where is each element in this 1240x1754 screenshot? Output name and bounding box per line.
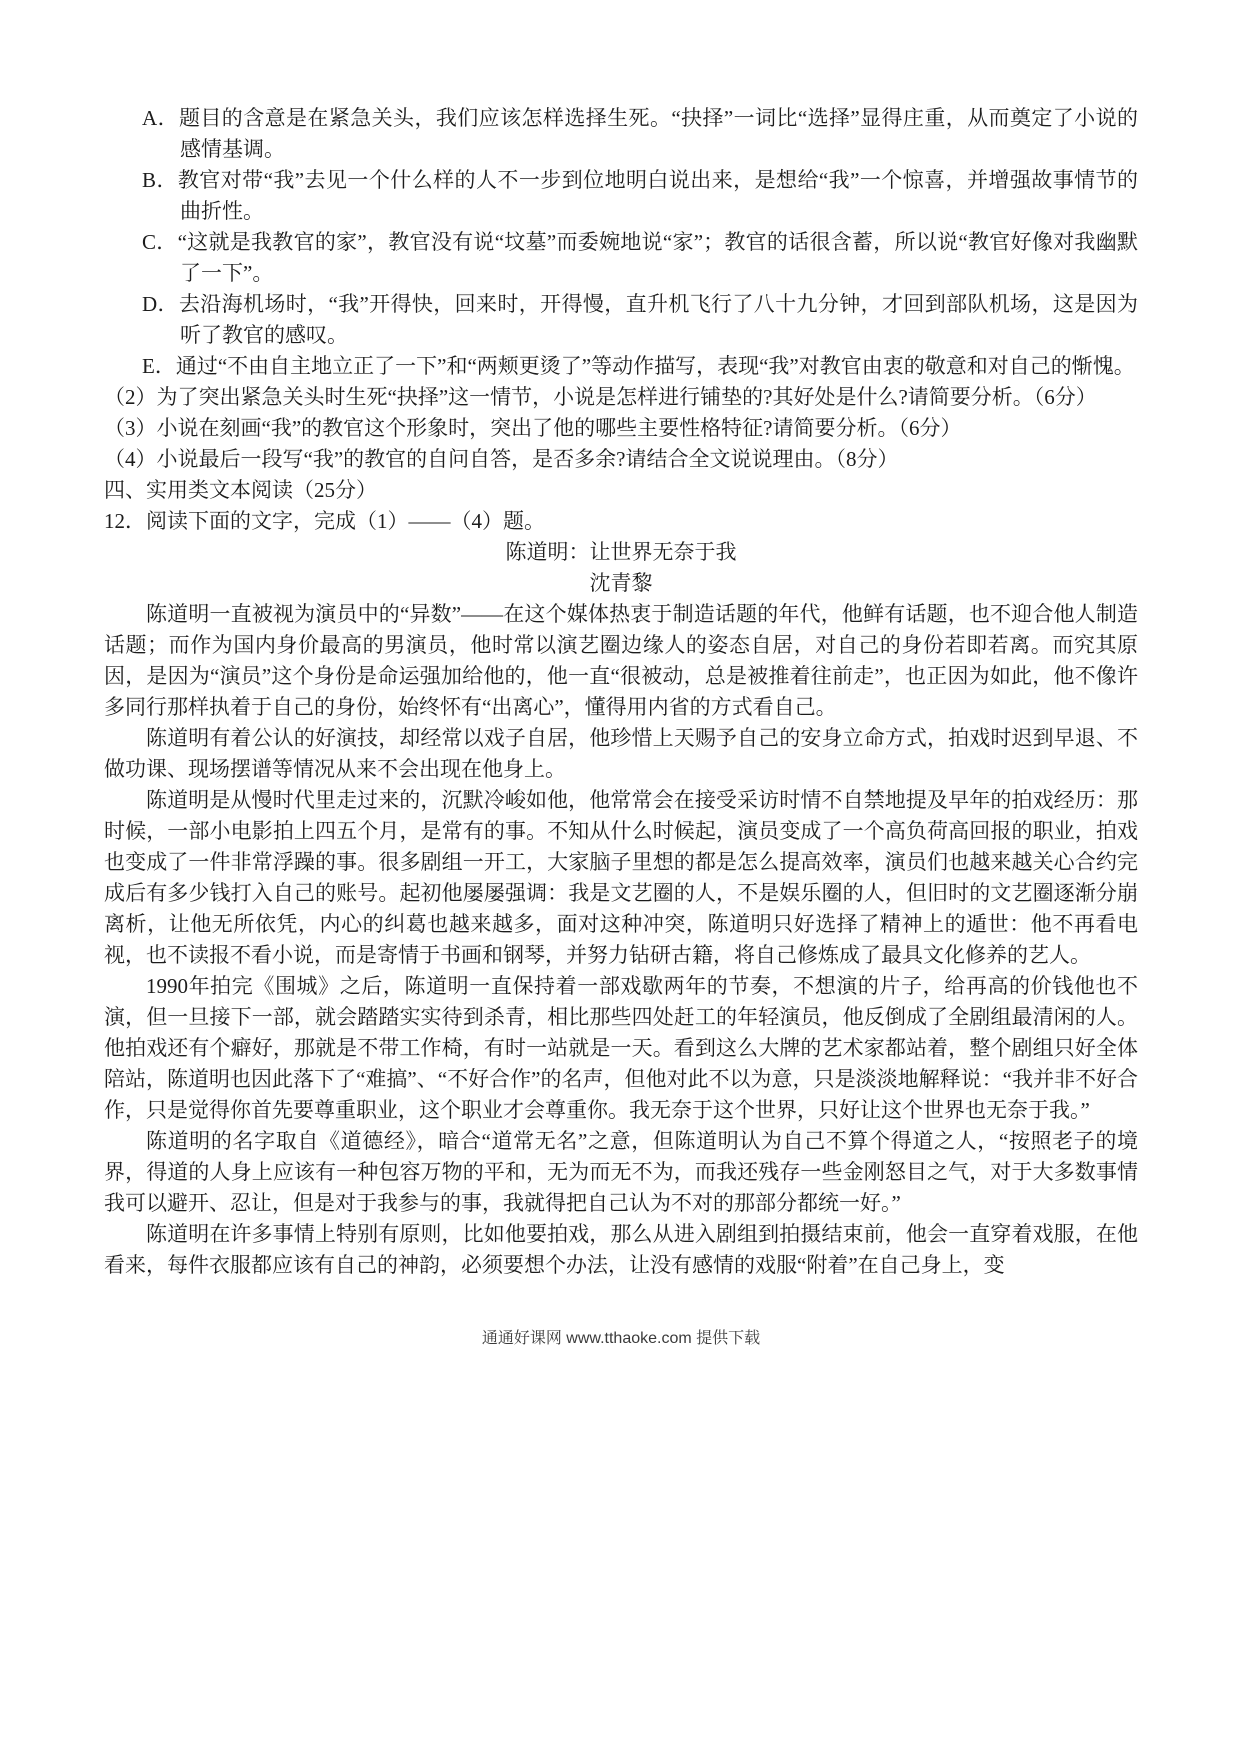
article-paragraph-1: 陈道明一直被视为演员中的“异数”——在这个媒体热衷于制造话题的年代，他鲜有话题，也不迎合他人制造话题；而作为国内身价最高的男演员，他时常以演艺圈边缘人的姿态自居，对自己的身份若即若离。而究其原因，是因为“演员”这个身份是命运强加给他的，他一直“很被动，总是被推着往前走”，也正因为如此，他不像许多同行那样执着于自己的身份，始终怀有“出离心”，懂得用内省的方式看自己。 (104, 602, 1138, 719)
article-paragraph-5: 陈道明的名字取自《道德经》，暗合“道常无名”之意，但陈道明认为自己不算个得道之人，“按照老子的境界，得道的人身上应该有一种包容万物的平和，无为而无不为，而我还残存一些金刚怒目之气，对于大多数事情我可以避开、忍让，但是对于我参与的事，我就得把自己认为不对的那部分都统一好。” (104, 1129, 1138, 1215)
option-c-text: “这就是我教官的家”，教官没有说“坟墓”而委婉地说“家”；教官的话很含蓄，所以说“教官好像对我幽默了一下”。 (177, 230, 1138, 285)
option-c-label: C． (142, 230, 178, 254)
exam-content (104, 103, 1138, 1281)
article-author: 沈青黎 (589, 571, 653, 595)
option-e-label: E． (142, 354, 176, 378)
choice-option-a (104, 103, 1138, 165)
option-a-text: 题目的含意是在紧急关头，我们应该怎样选择生死。“抉择”一词比“选择”显得庄重，从而奠定了小说的感情基调。 (178, 106, 1138, 161)
page-footer-watermark: 通通好课网 www.tthaoke.com 提供下载 (481, 1330, 761, 1347)
option-b-text: 教官对带“我”去见一个什么样的人不一步到位地明白说出来，是想给“我”一个惊喜，并增强故事情节的曲折性。 (177, 168, 1138, 223)
option-d-text: 去沿海机场时，“我”开得快，回来时，开得慢，直升机飞行了八十九分钟，才回到部队机场，这是因为听了教官的感叹。 (178, 292, 1138, 347)
choice-option-c (104, 227, 1138, 289)
option-b-label: B． (142, 168, 178, 192)
section-heading-practical-reading: 四、实用类文本阅读（25分） (104, 478, 377, 502)
article-paragraph-6: 陈道明在许多事情上特别有原则，比如他要拍戏，那么从进入剧组到拍摄结束前，他会一直穿着戏服，在他看来，每件衣服都应该有自己的神韵，必须要想个办法，让没有感情的戏服“附着”在自己身上，变 (104, 1222, 1138, 1277)
article-paragraph-4: 1990年拍完《围城》之后，陈道明一直保持着一部戏歇两年的节奏，不想演的片子，给再高的价钱他也不演，但一旦接下一部，就会踏踏实实待到杀青，相比那些四处赶工的年轻演员，他反倒成了全剧组最清闲的人。他拍戏还有个癖好，那就是不带工作椅，有时一站就是一天。看到这么大牌的艺术家都站着，整个剧组只好全体陪站，陈道明也因此落下了“难搞”、“不好合作”的名声，但他对此不以为意，只是淡淡地解释说：“我并非不好合作，只是觉得你首先要尊重职业，这个职业才会尊重你。我无奈于这个世界，只好让这个世界也无奈于我。” (104, 974, 1138, 1122)
choice-option-b (104, 165, 1138, 227)
option-e-text: 通过“不由自主地立正了一下”和“两颊更烫了”等动作描写，表现“我”对教官由衷的敬意和对自己的惭愧。 (175, 354, 1135, 378)
article-title: 陈道明：让世界无奈于我 (505, 540, 737, 564)
option-d-label: D． (142, 292, 179, 316)
question-2: （2）为了突出紧急关头时生死“抉择”这一情节，小说是怎样进行铺垫的?其好处是什么?请简要分析。（6分） (104, 385, 1097, 409)
question-12-intro: 12．阅读下面的文字，完成（1）——（4）题。 (104, 509, 545, 533)
article-paragraph-2: 陈道明有着公认的好演技，却经常以戏子自居，他珍惜上天赐予自己的安身立命方式，拍戏时迟到早退、不做功课、现场摆谱等情况从来不会出现在他身上。 (104, 726, 1138, 781)
choice-option-d (104, 289, 1138, 351)
article-paragraph-3: 陈道明是从慢时代里走过来的，沉默冷峻如他，他常常会在接受采访时情不自禁地提及早年的拍戏经历：那时候，一部小电影拍上四五个月，是常有的事。不知从什么时候起，演员变成了一个高负荷高回报的职业，拍戏也变成了一件非常浮躁的事。很多剧组一开工，大家脑子里想的都是怎么提高效率，演员们也越来越关心合约完成后有多少钱打入自己的账号。起初他屡屡强调：我是文艺圈的人，不是娱乐圈的人，但旧时的文艺圈逐渐分崩离析，让他无所依凭，内心的纠葛也越来越多，面对这种冲突，陈道明只好选择了精神上的遁世：他不再看电视，也不读报不看小说，而是寄情于书画和钢琴，并努力钻研古籍，将自己修炼成了最具文化修养的艺人。 (104, 788, 1138, 967)
question-4: （4）小说最后一段写“我”的教官的自问自答，是否多余?请结合全文说说理由。（8分） (104, 447, 899, 471)
question-3: （3）小说在刻画“我”的教官这个形象时，突出了他的哪些主要性格特征?请简要分析。（6分） (104, 416, 962, 440)
choice-option-e (104, 351, 1138, 382)
option-a-label: A． (142, 106, 179, 130)
